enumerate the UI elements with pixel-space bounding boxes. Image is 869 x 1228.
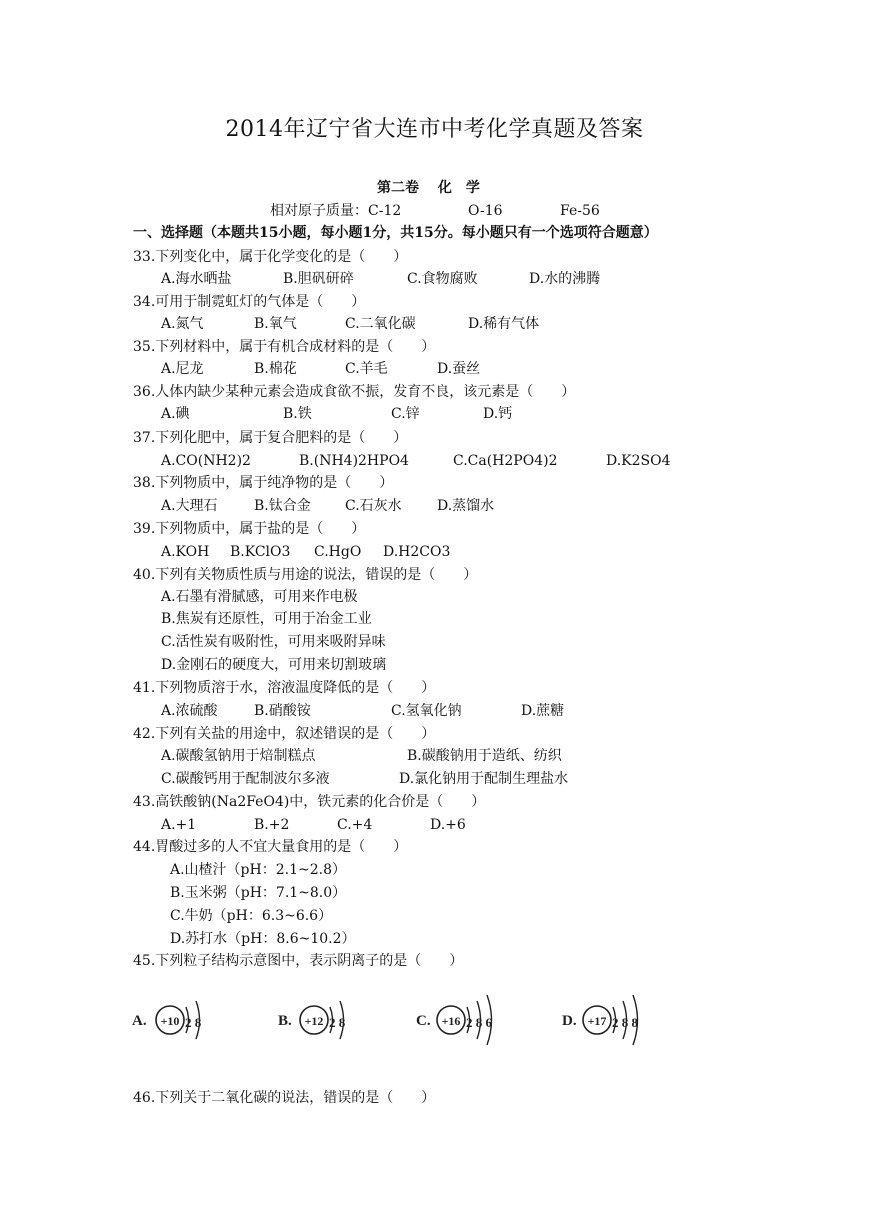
atomic-mass-fe: Fe-56 [560, 203, 600, 219]
option: A.碳酸氢钠用于焙制糕点 [161, 748, 316, 764]
particle-label: A. [132, 1013, 147, 1029]
option: A.海水晒盐 [161, 271, 232, 287]
option: C.锌 [391, 406, 420, 422]
option: D.+6 [430, 817, 466, 833]
question-stem: 39.下列物质中，属于盐的是（ ） [133, 521, 366, 537]
option: A.山楂汁（pH：2.1~2.8） [170, 862, 346, 878]
part-heading: 一、选择题（本题共15小题，每小题1分，共15分。每小题只有一个选项符合题意） [133, 225, 658, 241]
option: C.Ca(H2PO4)2 [453, 453, 558, 469]
option: D.蒸馏水 [437, 498, 495, 514]
nucleus-charge: +16 [441, 1014, 461, 1028]
nucleus-charge: +10 [160, 1014, 180, 1028]
option: B.棉花 [254, 361, 297, 377]
electron-shells: 2 8 [185, 1015, 202, 1030]
question-stem: 34.可用于制霓虹灯的气体是（ ） [133, 294, 366, 310]
option: B.钛合金 [254, 498, 311, 514]
electron-shells: 2 8 6 [466, 1015, 492, 1030]
question-stem: 44.胃酸过多的人不宜大量食用的是（ ） [133, 839, 408, 855]
option: C.碳酸钙用于配制波尔多液 [161, 771, 330, 787]
option: D.金刚石的硬度大，可用来切割玻璃 [161, 657, 387, 673]
option: B.玉米粥（pH：7.1~8.0） [170, 885, 347, 901]
option: D.K2SO4 [606, 453, 671, 469]
question-stem: 36.人体内缺少某种元素会造成食欲不振，发育不良，该元素是（ ） [133, 384, 576, 400]
option: B.焦炭有还原性，可用于冶金工业 [161, 611, 372, 627]
option: C.石灰水 [345, 498, 402, 514]
particle-d [562, 995, 639, 1045]
option: C.二氧化碳 [345, 316, 416, 332]
question-stem: 42.下列有关盐的用途中，叙述错误的是（ ） [133, 726, 436, 742]
option: A.氮气 [161, 316, 204, 332]
particle-label: D. [562, 1013, 577, 1029]
option: D.稀有气体 [468, 316, 540, 332]
question-stem: 41.下列物质溶于水，溶液温度降低的是（ ） [133, 680, 436, 696]
atomic-mass-o: O-16 [468, 203, 503, 219]
particle-structure-diagrams [130, 985, 690, 1065]
nucleus-charge: +17 [587, 1014, 607, 1028]
section-title: 第二卷 化 学 [377, 180, 480, 196]
nucleus-charge: +12 [304, 1014, 324, 1028]
option: B.+2 [254, 817, 290, 833]
option: A.碘 [161, 406, 190, 422]
option: A.石墨有滑腻感，可用来作电极 [161, 589, 358, 605]
option: D.氯化钠用于配制生理盐水 [399, 771, 569, 787]
particle-b [278, 1001, 346, 1039]
document-title: 2014年辽宁省大连市中考化学真题及答案 [225, 117, 644, 142]
particle-c [416, 995, 493, 1045]
option: B.KClO3 [230, 544, 291, 560]
option: C.牛奶（pH：6.3~6.6） [170, 908, 333, 924]
option: C.羊毛 [345, 361, 388, 377]
option: A.大理石 [161, 498, 218, 514]
option: C.氢氧化钠 [391, 703, 462, 719]
electron-shells: 2 8 [329, 1015, 346, 1030]
option: C.食物腐败 [407, 271, 478, 287]
option: B.硝酸铵 [254, 703, 311, 719]
option: C.活性炭有吸附性，可用来吸附异味 [161, 634, 386, 650]
option: B.胆矾研碎 [283, 271, 354, 287]
option: D.钙 [483, 406, 513, 422]
option: A.KOH [161, 544, 210, 560]
option: A.尼龙 [161, 361, 204, 377]
question-stem: 33.下列变化中，属于化学变化的是（ ） [133, 249, 408, 265]
question-stem: 38.下列物质中，属于纯净物的是（ ） [133, 475, 394, 491]
question-stem: 43.高铁酸钠(Na2FeO4)中，铁元素的化合价是（ ） [133, 794, 486, 810]
option: A.+1 [161, 817, 197, 833]
particle-a [132, 1001, 202, 1039]
particle-label: C. [416, 1013, 431, 1029]
question-stem: 35.下列材料中，属于有机合成材料的是（ ） [133, 339, 436, 355]
atomic-mass-label: 相对原子质量：C-12 [270, 203, 402, 219]
question-stem: 46.下列关于二氧化碳的说法，错误的是（ ） [133, 1090, 436, 1106]
electron-shells: 2 8 8 [612, 1015, 638, 1030]
option: C.HgO [314, 544, 362, 560]
option: B.铁 [283, 406, 312, 422]
option: D.蚕丝 [437, 361, 481, 377]
question-stem: 37.下列化肥中，属于复合肥料的是（ ） [133, 430, 408, 446]
option: D.蔗糖 [521, 703, 565, 719]
option: B.氧气 [254, 316, 297, 332]
option: B.碳酸钠用于造纸、纺织 [407, 748, 562, 764]
question-stem: 45.下列粒子结构示意图中，表示阴离子的是（ ） [133, 953, 464, 969]
option: A.CO(NH2)2 [161, 453, 251, 469]
option: B.(NH4)2HPO4 [299, 453, 409, 469]
option: D.苏打水（pH：8.6~10.2） [170, 931, 356, 947]
option: D.H2CO3 [383, 544, 451, 560]
option: D.水的沸腾 [529, 271, 601, 287]
option: C.+4 [337, 817, 373, 833]
particle-label: B. [278, 1013, 292, 1029]
option: A.浓硫酸 [161, 703, 218, 719]
question-stem: 40.下列有关物质性质与用途的说法，错误的是（ ） [133, 567, 478, 583]
